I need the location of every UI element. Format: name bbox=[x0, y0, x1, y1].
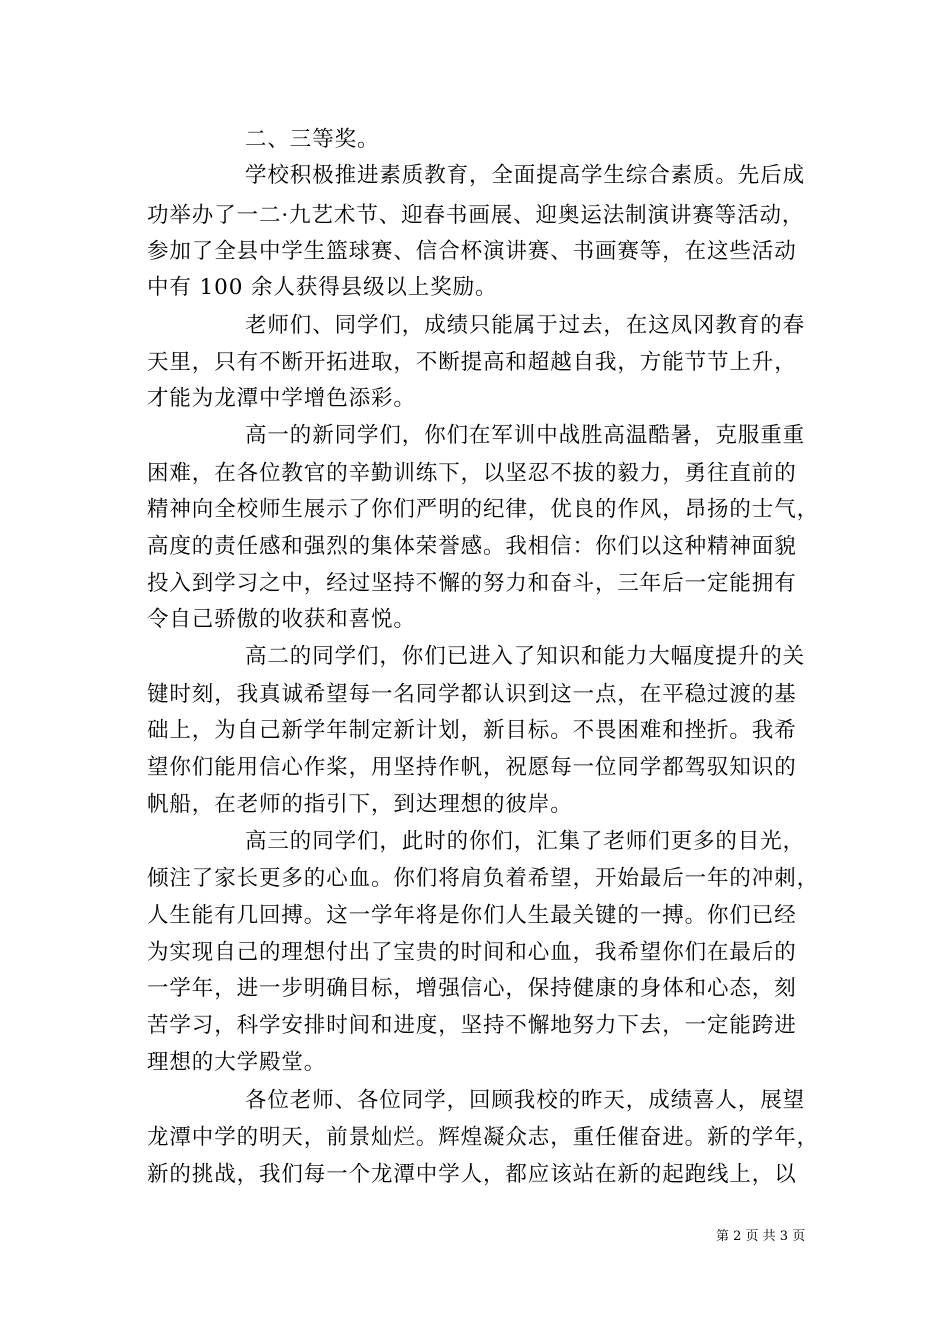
text-line: 为实现自己的理想付出了宝贵的时间和心血，我希望你们在最后的 bbox=[147, 940, 797, 965]
text-line: 高度的责任感和强烈的集体荣誉感。我相信：你们以这种精神面貌 bbox=[147, 534, 797, 559]
text-line: 新的挑战，我们每一个龙潭中学人，都应该站在新的起跑线上，以 bbox=[147, 1162, 797, 1187]
text-line: 功举办了一二·九艺术节、迎春书画展、迎奥运法制演讲赛等活动， bbox=[147, 203, 805, 228]
text-line: 困难，在各位教官的辛勤训练下，以坚忍不拔的毅力，勇往直前的 bbox=[147, 461, 797, 486]
text-line: 理想的大学殿堂。 bbox=[147, 1050, 327, 1075]
text-line: 二、三等奖。 bbox=[245, 127, 380, 152]
text-line: 老师们、同学们，成绩只能属于过去，在这凤冈教育的春 bbox=[245, 313, 806, 338]
text-line: 各位老师、各位同学，回顾我校的昨天，成绩喜人，展望 bbox=[245, 1088, 806, 1113]
text-line: 望你们能用信心作桨，用坚持作帆，祝愿每一位同学都驾驭知识的 bbox=[147, 755, 797, 780]
text-line: 参加了全县中学生篮球赛、信合杯演讲赛、书画赛等，在这些活动 bbox=[147, 239, 797, 264]
text-line: 倾注了家长更多的心血。你们将肩负着希望，开始最后一年的冲刺， bbox=[147, 866, 820, 891]
text-line: 学校积极推进素质教育，全面提高学生综合素质。先后成 bbox=[245, 163, 806, 188]
text-line: 高三的同学们，此时的你们，汇集了老师们更多的目光， bbox=[245, 829, 806, 854]
text-line: 中有 100 余人获得县级以上奖励。 bbox=[147, 275, 498, 300]
text-line: 天里，只有不断开拓进取，不断提高和超越自我，方能节节上升， bbox=[147, 350, 797, 375]
text-line: 投入到学习之中，经过坚持不懈的努力和奋斗，三年后一定能拥有 bbox=[147, 571, 797, 596]
text-line: 帆船，在老师的指引下，到达理想的彼岸。 bbox=[147, 792, 573, 817]
text-line: 一学年，进一步明确目标，增强信心，保持健康的身体和心态，刻 bbox=[147, 976, 797, 1001]
text-line: 键时刻，我真诚希望每一名同学都认识到这一点，在平稳过渡的基 bbox=[147, 682, 797, 707]
text-line: 苦学习，科学安排时间和进度，坚持不懈地努力下去，一定能跨进 bbox=[147, 1013, 797, 1038]
text-line: 才能为龙潭中学增色添彩。 bbox=[147, 386, 416, 411]
page-number-footer: 第 2 页 共 3 页 bbox=[716, 1229, 806, 1244]
text-line: 精神向全校师生展示了你们严明的纪律，优良的作风，昂扬的士气， bbox=[147, 497, 820, 522]
text-line: 令自己骄傲的收获和喜悦。 bbox=[147, 607, 416, 632]
text-line: 龙潭中学的明天，前景灿烂。辉煌凝众志，重任催奋进。新的学年， bbox=[147, 1125, 820, 1150]
text-line: 础上，为自己新学年制定新计划，新目标。不畏困难和挫折。我希 bbox=[147, 718, 797, 743]
text-line: 高一的新同学们，你们在军训中战胜高温酷暑，克服重重 bbox=[245, 423, 806, 448]
text-line: 高二的同学们，你们已进入了知识和能力大幅度提升的关 bbox=[245, 644, 806, 669]
text-line: 人生能有几回搏。这一学年将是你们人生最关键的一搏。你们已经 bbox=[147, 903, 797, 928]
